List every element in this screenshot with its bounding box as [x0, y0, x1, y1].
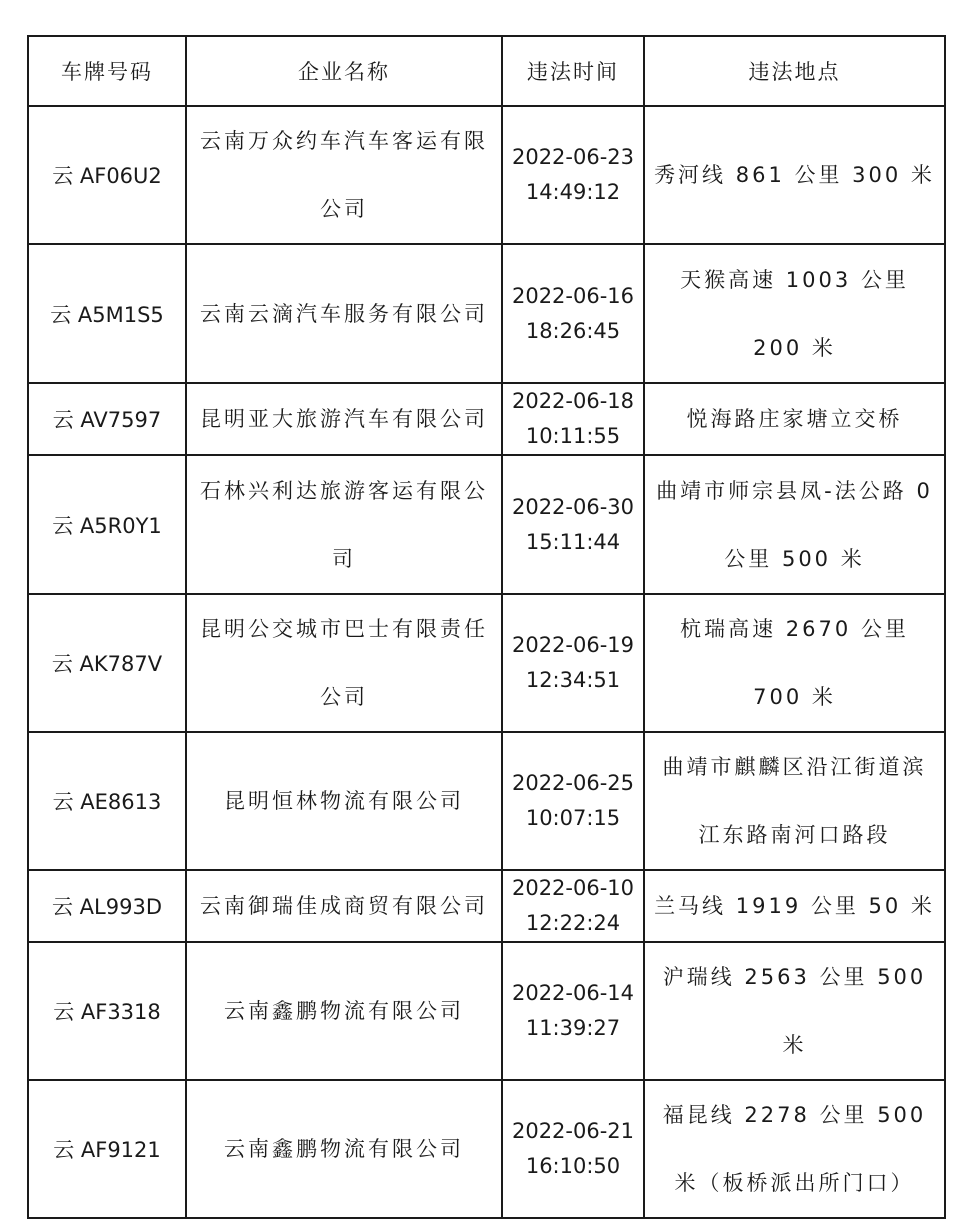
table-row — [28, 455, 945, 594]
cell-location: 秀河线 861 公里 300 米 — [644, 106, 945, 244]
cell-time: 2022-06-16 18:26:45 — [502, 244, 644, 383]
header-company: 企业名称 — [186, 36, 502, 106]
cell-location: 沪瑞线 2563 公里 500 米 — [644, 942, 945, 1080]
cell-company: 昆明亚大旅游汽车有限公司 — [186, 383, 502, 455]
cell-plate: 云 AF9121 — [28, 1080, 186, 1218]
header-plate: 车牌号码 — [28, 36, 186, 106]
cell-location: 杭瑞高速 2670 公里 700 米 — [644, 594, 945, 732]
cell-time: 2022-06-21 16:10:50 — [502, 1080, 644, 1218]
header-row — [28, 36, 945, 106]
table-row — [28, 942, 945, 1080]
cell-plate: 云 A5M1S5 — [28, 244, 186, 383]
cell-plate: 云 AV7597 — [28, 383, 186, 455]
cell-location: 曲靖市麒麟区沿江街道滨江东路南河口路段 — [644, 732, 945, 870]
cell-time: 2022-06-10 12:22:24 — [502, 870, 644, 942]
cell-plate: 云 AE8613 — [28, 732, 186, 870]
table-row — [28, 106, 945, 244]
cell-plate: 云 AL993D — [28, 870, 186, 942]
cell-plate: 云 AK787V — [28, 594, 186, 732]
cell-company: 昆明公交城市巴士有限责任公司 — [186, 594, 502, 732]
cell-location: 曲靖市师宗县凤-法公路 0 公里 500 米 — [644, 455, 945, 594]
cell-company: 云南鑫鹏物流有限公司 — [186, 942, 502, 1080]
cell-time: 2022-06-25 10:07:15 — [502, 732, 644, 870]
cell-time: 2022-06-19 12:34:51 — [502, 594, 644, 732]
cell-location: 悦海路庄家塘立交桥 — [644, 383, 945, 455]
cell-company: 石林兴利达旅游客运有限公司 — [186, 455, 502, 594]
table-row — [28, 383, 945, 455]
cell-plate: 云 A5R0Y1 — [28, 455, 186, 594]
cell-time: 2022-06-30 15:11:44 — [502, 455, 644, 594]
header-location: 违法地点 — [644, 36, 945, 106]
table-row — [28, 870, 945, 942]
table-row — [28, 244, 945, 383]
cell-location: 福昆线 2278 公里 500 米（板桥派出所门口） — [644, 1080, 945, 1218]
cell-company: 云南云滴汽车服务有限公司 — [186, 244, 502, 383]
table-body — [28, 106, 945, 1218]
header-time: 违法时间 — [502, 36, 644, 106]
cell-company: 云南鑫鹏物流有限公司 — [186, 1080, 502, 1218]
cell-time: 2022-06-23 14:49:12 — [502, 106, 644, 244]
cell-plate: 云 AF3318 — [28, 942, 186, 1080]
table-row — [28, 594, 945, 732]
cell-plate: 云 AF06U2 — [28, 106, 186, 244]
cell-time: 2022-06-14 11:39:27 — [502, 942, 644, 1080]
cell-company: 云南御瑞佳成商贸有限公司 — [186, 870, 502, 942]
table-row — [28, 1080, 945, 1218]
table-row — [28, 732, 945, 870]
cell-company: 云南万众约车汽车客运有限公司 — [186, 106, 502, 244]
table-header — [28, 36, 945, 106]
cell-location: 天猴高速 1003 公里 200 米 — [644, 244, 945, 383]
cell-company: 昆明恒林物流有限公司 — [186, 732, 502, 870]
cell-time: 2022-06-18 10:11:55 — [502, 383, 644, 455]
cell-location: 兰马线 1919 公里 50 米 — [644, 870, 945, 942]
violations-table — [27, 35, 946, 1219]
